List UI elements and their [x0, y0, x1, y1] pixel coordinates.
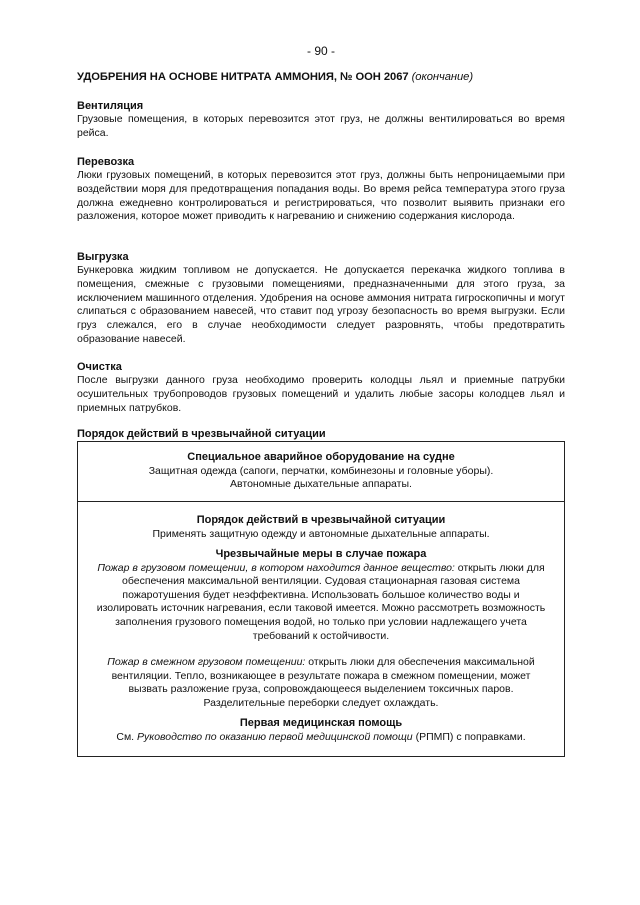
- emergency-heading: Порядок действий в чрезвычайной ситуации: [77, 428, 326, 440]
- fire-cargo-space-lead: Пожар в грузовом помещении, в котором находится данное вещество:: [97, 561, 455, 574]
- first-aid-suffix: (РПМП) с поправками.: [415, 730, 526, 743]
- section-text: После выгрузки данного груза необходимо проверить колодцы льял и приемные патрубки осушительных трубопроводов грузовых помещений и удалить любые засоры колодцев льял и приемных патрубков.: [77, 374, 565, 414]
- section-discharge: [77, 250, 565, 347]
- section-heading: Перевозка: [77, 156, 135, 168]
- fire-adjacent-lead: Пожар в смежном грузовом помещении:: [107, 656, 306, 669]
- section-carriage: [77, 155, 565, 224]
- section-text: Грузовые помещения, в которых перевозится этот груз, не должны вентилироваться во время рейса.: [77, 113, 565, 139]
- first-aid-prefix: См.: [116, 730, 135, 743]
- procedures-title: Порядок действий в чрезвычайной ситуации: [196, 514, 446, 526]
- section-heading: Выгрузка: [77, 251, 129, 263]
- equipment-line: Защитная одежда (сапоги, перчатки, комбинезоны и головные уборы).: [148, 464, 494, 477]
- section-cleaning: [77, 360, 565, 415]
- box-divider: [78, 501, 564, 502]
- fire-adjacent-paragraph: [78, 656, 564, 710]
- fire-adjacent-text: открыть люки для обеспечения максимальной вентиляции. Тепло, возникающее в результате пожара в смежном помещении, может вызвать разложение груза, сопровождающееся выделением токсичных паров. Разделительные переборки следует охлаждать.: [111, 656, 535, 709]
- document-title: [77, 71, 565, 83]
- fire-cargo-space-paragraph: [78, 562, 564, 644]
- fire-block: [78, 548, 564, 711]
- first-aid-block: [78, 717, 564, 744]
- page-number: - 90 -: [306, 44, 335, 58]
- equipment-line: Автономные дыхательные аппараты.: [230, 478, 412, 491]
- section-heading: Вентиляция: [77, 100, 144, 112]
- first-aid-text: [78, 731, 564, 745]
- section-text: Бункеровка жидким топливом не допускается. Не допускается перекачка жидкого топлива в помещения, смежные с грузовыми помещениями, предназначенными для этого груза, за исключением машинного отделения. Удобрения на основе аммония нитрата гигроскопичны и могут слипаться с образованием навесей, что ставит под угрозу безопасность во время выгрузки. Если груз слежался, его в случае необходимости следует разровнять, чтобы предотвратить образование навесей.: [77, 264, 565, 345]
- section-text: Люки грузовых помещений, в которых перевозится этот груз, должны быть непроницаемыми при воздействии моря для предотвращения попадания воды. Во время рейса температура этого груза должна ежедневно контролироваться и регистрироваться, что позволит выявить признаки его разложения, которое может приводить к нагреванию и снижению содержания кислорода.: [77, 169, 565, 223]
- fire-title: Чрезвычайные меры в случае пожара: [215, 548, 427, 560]
- equipment-block: [78, 451, 564, 492]
- emergency-box: [77, 441, 565, 757]
- equipment-title: Специальное аварийное оборудование на судне: [187, 451, 455, 463]
- document-title-suffix: (окончание): [411, 71, 474, 83]
- first-aid-guide: Руководство по оказанию первой медицинской помощи: [137, 730, 413, 743]
- document-title-main: УДОБРЕНИЯ НА ОСНОВЕ НИТРАТА АММОНИЯ, № ООН 2067: [77, 71, 409, 83]
- procedures-block: [78, 514, 564, 541]
- section-heading: Очистка: [77, 361, 122, 373]
- procedures-text: Применять защитную одежду и автономные дыхательные аппараты.: [152, 527, 490, 540]
- section-ventilation: [77, 99, 565, 141]
- fire-cargo-space-text: открыть люки для обеспечения максимальной вентиляции. Судовая стационарная газовая система пожаротушения будет неэффективна. Использовать большое количество воды и изолировать источник нагревания, если таковой имеется. Можно рассмотреть возможность заполнения грузового помещения водой, но только при условии надлежащего учета требований к остойчивости.: [96, 561, 546, 642]
- first-aid-title: Первая медицинская помощь: [239, 717, 403, 729]
